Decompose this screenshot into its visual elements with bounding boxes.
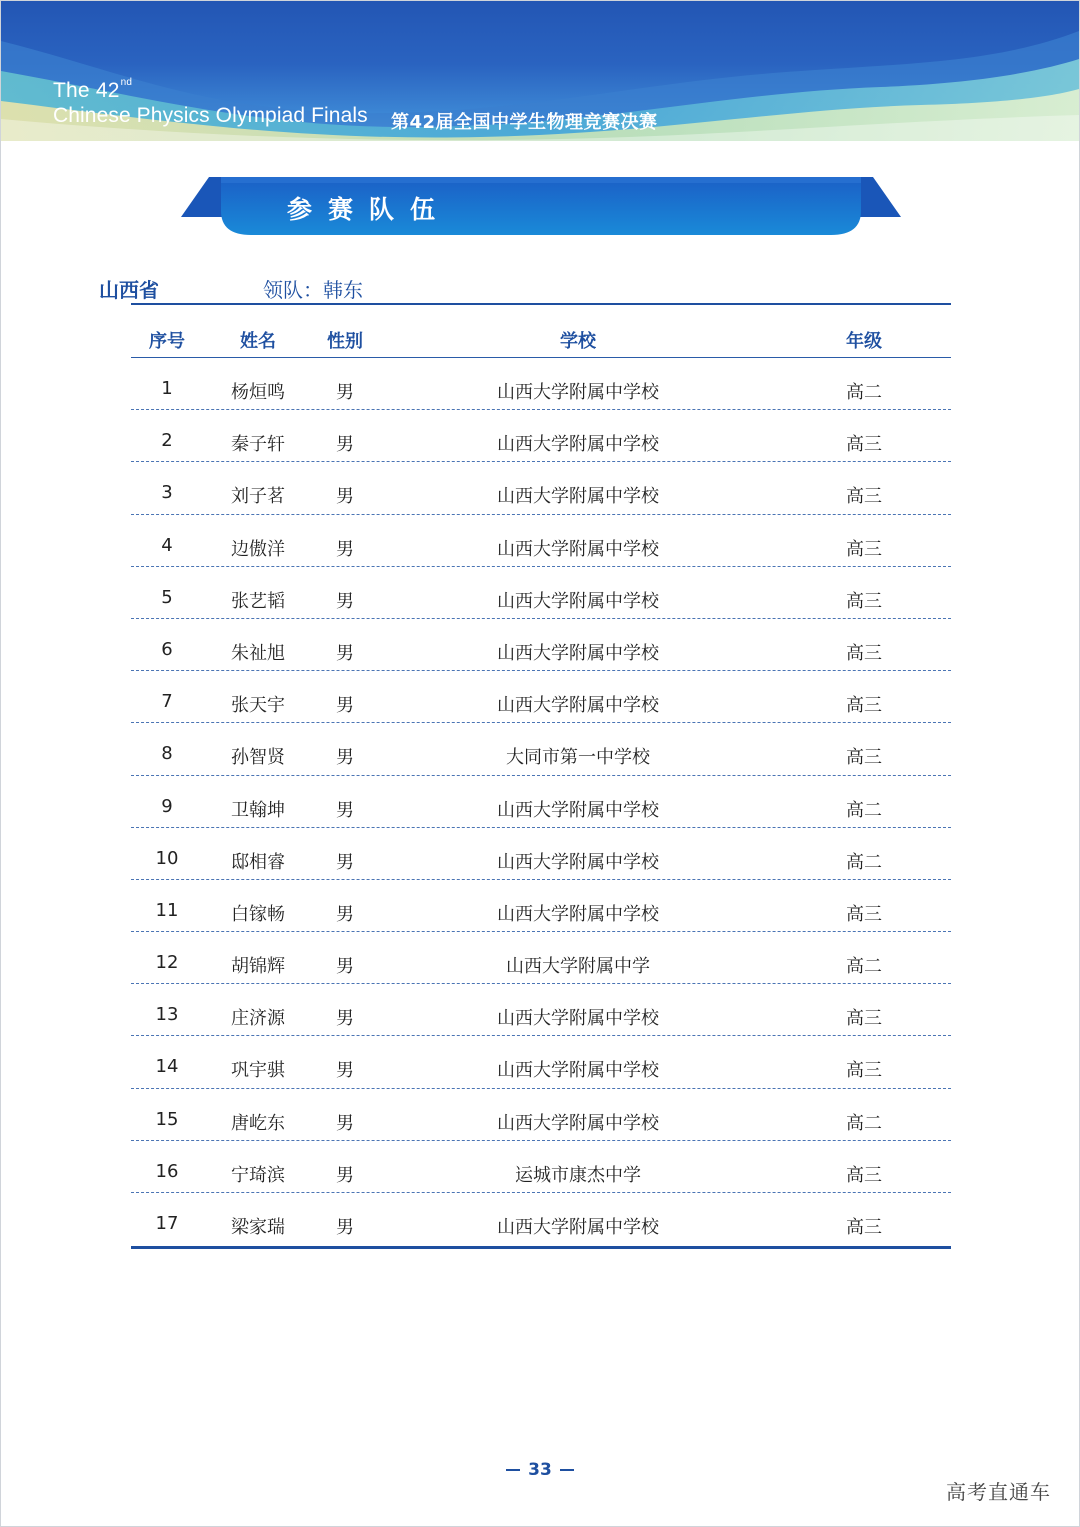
cell-number: 6: [161, 638, 173, 660]
cell-grade: 高三: [846, 538, 882, 560]
table-body: [131, 358, 951, 1244]
cell-grade: 高三: [846, 1060, 882, 1082]
team-roster-table: [131, 305, 951, 1244]
cell-gender: 男: [336, 799, 354, 821]
cell-school: 山西大学附属中学校: [497, 799, 659, 821]
cell-gender: 男: [336, 1164, 354, 1186]
cell-gender: 男: [336, 1112, 354, 1134]
table-row: [131, 358, 951, 410]
cell-name: 秦子轩: [231, 434, 285, 456]
cell-name: 杨烜鸣: [231, 382, 285, 403]
column-header-gender: 性别: [327, 331, 363, 352]
cell-gender: 男: [336, 956, 354, 978]
cell-number: 3: [161, 482, 173, 504]
cell-grade: 高二: [846, 799, 882, 821]
banner-chinese-title: 第42届全国中学生物理竞赛决赛: [391, 112, 658, 133]
cell-gender: 男: [336, 590, 354, 612]
column-header-name: 姓名: [240, 331, 276, 352]
cell-grade: 高二: [846, 1112, 882, 1134]
cell-grade: 高二: [846, 851, 882, 873]
cell-grade: 高三: [846, 1008, 882, 1030]
header-banner: [1, 1, 1079, 141]
banner-english-edition: The 42nd: [53, 77, 133, 102]
cell-school: 山西大学附属中学校: [497, 1008, 659, 1030]
cell-grade: 高三: [846, 642, 882, 664]
cell-number: 13: [155, 1004, 179, 1026]
table-row: [131, 828, 951, 880]
table-row: [131, 619, 951, 671]
table-header: [131, 305, 951, 358]
table-row: [131, 776, 951, 828]
cell-gender: 男: [336, 434, 354, 456]
page-number: [1, 1460, 1079, 1480]
cell-number: 4: [161, 534, 173, 556]
cell-gender: 男: [336, 1217, 354, 1238]
cell-name: 边傲洋: [231, 538, 285, 560]
cell-grade: 高三: [846, 486, 882, 508]
cell-grade: 高三: [846, 590, 882, 612]
cell-number: 5: [161, 586, 173, 608]
cell-grade: 高三: [846, 695, 882, 717]
table-row: [131, 1036, 951, 1088]
cell-grade: 高三: [846, 434, 882, 456]
cell-gender: 男: [336, 538, 354, 560]
cell-gender: 男: [336, 382, 354, 403]
table-row: [131, 410, 951, 462]
cell-number: 7: [161, 691, 173, 713]
cell-gender: 男: [336, 486, 354, 508]
cell-number: 14: [155, 1056, 179, 1078]
cell-gender: 男: [336, 903, 354, 925]
cell-number: 11: [155, 899, 179, 921]
cell-school: 山西大学附属中学校: [497, 903, 659, 925]
page-number-value: 33: [528, 1460, 552, 1480]
cell-name: 朱祉旭: [231, 642, 285, 664]
cell-number: 8: [161, 743, 173, 765]
cell-gender: 男: [336, 695, 354, 717]
cell-grade: 高三: [846, 1164, 882, 1186]
bottom-rule: [131, 1246, 951, 1249]
watermark-text: 高考直通车: [946, 1480, 1051, 1504]
column-header-grade: 年级: [846, 331, 882, 352]
cell-school: 大同市第一中学校: [506, 747, 650, 769]
cell-school: 山西大学附属中学校: [497, 1060, 659, 1082]
table-row: [131, 671, 951, 723]
table-row: [131, 880, 951, 932]
cell-school: 运城市康杰中学: [515, 1164, 641, 1186]
table-row: [131, 1141, 951, 1193]
table-row: [131, 1193, 951, 1244]
cell-school: 山西大学附属中学校: [497, 851, 659, 873]
cell-name: 唐屹东: [231, 1112, 285, 1134]
cell-school: 山西大学附属中学校: [497, 486, 659, 508]
cell-school: 山西大学附属中学校: [497, 382, 659, 403]
team-leader: 领队：韩东: [263, 278, 363, 302]
table-row: [131, 723, 951, 775]
table-row: [131, 462, 951, 514]
cell-number: 15: [155, 1108, 179, 1130]
cell-name: 宁琦滨: [231, 1164, 285, 1186]
cell-name: 白镓畅: [231, 903, 285, 925]
section-title: 参赛队伍: [286, 195, 451, 224]
page-number-dash-right: [560, 1469, 574, 1471]
table-row: [131, 1089, 951, 1141]
cell-gender: 男: [336, 1060, 354, 1082]
cell-school: 山西大学附属中学校: [497, 642, 659, 664]
cell-gender: 男: [336, 747, 354, 769]
cell-number: 1: [161, 378, 173, 399]
province-name: 山西省: [99, 278, 159, 302]
cell-name: 孙智贤: [231, 747, 285, 769]
cell-name: 邸相睿: [231, 851, 285, 873]
cell-school: 山西大学附属中学校: [497, 1112, 659, 1134]
cell-school: 山西大学附属中学校: [497, 590, 659, 612]
table-row: [131, 984, 951, 1036]
cell-number: 17: [155, 1213, 179, 1234]
cell-school: 山西大学附属中学校: [497, 695, 659, 717]
cell-name: 张天宇: [231, 695, 285, 717]
cell-grade: 高三: [846, 903, 882, 925]
table-row: [131, 932, 951, 984]
column-header-school: 学校: [560, 331, 596, 352]
cell-name: 刘子茗: [231, 486, 285, 508]
cell-number: 12: [155, 952, 179, 974]
cell-gender: 男: [336, 1008, 354, 1030]
column-header-number: 序号: [149, 331, 185, 352]
cell-name: 巩宇骐: [231, 1060, 285, 1082]
cell-name: 张艺韬: [231, 590, 285, 612]
cell-grade: 高三: [846, 747, 882, 769]
cell-school: 山西大学附属中学校: [497, 434, 659, 456]
cell-number: 2: [161, 430, 173, 452]
cell-name: 卫翰坤: [231, 799, 285, 821]
cell-gender: 男: [336, 642, 354, 664]
cell-grade: 高二: [846, 956, 882, 978]
cell-school: 山西大学附属中学校: [497, 1217, 659, 1238]
table-row: [131, 515, 951, 567]
cell-school: 山西大学附属中学: [506, 956, 650, 978]
banner-english-title: Chinese Physics Olympiad Finals: [53, 104, 368, 127]
cell-grade: 高三: [846, 1217, 882, 1238]
cell-number: 9: [161, 795, 173, 817]
cell-number: 16: [155, 1160, 179, 1182]
cell-gender: 男: [336, 851, 354, 873]
cell-name: 梁家瑞: [231, 1217, 285, 1238]
table-row: [131, 567, 951, 619]
cell-school: 山西大学附属中学校: [497, 538, 659, 560]
cell-grade: 高二: [846, 382, 882, 403]
page-number-dash-left: [506, 1469, 520, 1471]
cell-number: 10: [155, 847, 179, 869]
cell-name: 胡锦辉: [231, 956, 285, 978]
cell-name: 庄济源: [231, 1008, 285, 1030]
